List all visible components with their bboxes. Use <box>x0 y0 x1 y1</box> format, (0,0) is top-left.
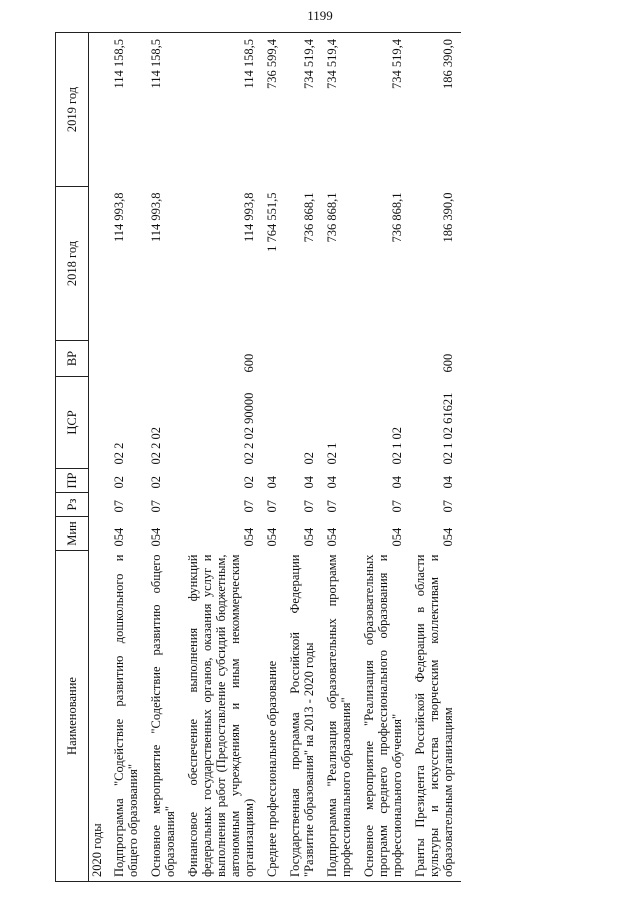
row-min: 054 <box>112 527 126 547</box>
budget-table <box>55 32 461 882</box>
continued-row <box>89 33 110 882</box>
row-csr: 02 1 02 <box>390 427 404 465</box>
row-rz: 07 <box>149 500 163 513</box>
row-min: 054 <box>441 527 455 547</box>
row-2019: 114 158,5 <box>109 33 146 187</box>
row-pr: 02 <box>149 476 163 489</box>
row-min: 054 <box>265 527 279 547</box>
table-row <box>183 33 262 882</box>
row-2019: 186 390,0 <box>410 33 461 187</box>
row-name: Основное мероприятие "Содействие развитию общего образования" <box>146 551 183 882</box>
row-rz: 07 <box>302 500 316 513</box>
row-rz: 07 <box>112 500 126 513</box>
row-pr: 02 <box>112 476 126 489</box>
row-rz: 07 <box>242 500 256 513</box>
header-name: Наименование <box>56 551 89 882</box>
row-2019: 734 519,4 <box>285 33 322 187</box>
row-pr: 04 <box>390 476 404 489</box>
row-min: 054 <box>325 527 339 547</box>
table-row <box>359 33 410 882</box>
row-pr: 02 <box>242 476 256 489</box>
row-2019: 734 519,4 <box>322 33 359 187</box>
header-csr: ЦСР <box>56 377 89 469</box>
row-2018: 114 993,8 <box>149 192 163 243</box>
row-2019: 734 519,4 <box>359 33 410 187</box>
row-name: Подпрограмма "Содействие развитию дошкольного и общего образования" <box>109 551 146 882</box>
continued-text: 2020 годы <box>89 551 110 882</box>
row-csr: 02 2 02 <box>149 427 163 465</box>
table-row <box>109 33 146 882</box>
row-pr: 04 <box>302 476 316 489</box>
table-header-row <box>56 33 89 882</box>
row-vr: 600 <box>441 353 455 373</box>
row-rz: 07 <box>265 500 279 513</box>
row-rz: 07 <box>390 500 404 513</box>
row-pr: 04 <box>441 476 455 489</box>
header-2018: 2018 год <box>56 187 89 341</box>
row-name: Финансовое обеспечение выполнения функций федеральных государственных органов, оказания услуг и выполнения работ (Предоставление субсидий бюджетным, автономным учреждениям и иным некоммерческим организациям) <box>183 551 262 882</box>
row-csr: 02 2 02 90000 <box>242 392 256 465</box>
row-rz: 07 <box>441 500 455 513</box>
row-2018: 186 390,0 <box>441 192 455 243</box>
row-2019: 736 599,4 <box>262 33 285 187</box>
header-vr: ВР <box>56 341 89 377</box>
row-2018: 736 868,1 <box>302 192 316 243</box>
header-min: Мин <box>56 517 89 551</box>
table-row <box>410 33 461 882</box>
row-min: 054 <box>149 527 163 547</box>
table-row <box>285 33 322 882</box>
row-2018: 114 993,8 <box>242 192 256 243</box>
row-pr: 04 <box>265 476 279 489</box>
row-csr: 02 1 <box>325 442 339 465</box>
rotated-table-container <box>55 32 595 882</box>
row-vr <box>109 341 146 377</box>
row-name: Государственная программа Российской Федерации "Развитие образования" на 2013 - 2020 годы <box>285 551 322 882</box>
row-csr: 02 1 02 61621 <box>441 392 455 465</box>
row-vr: 600 <box>242 353 256 373</box>
row-2018: 736 868,1 <box>390 192 404 243</box>
table-row <box>322 33 359 882</box>
header-pr: ПР <box>56 469 89 493</box>
row-2018: 114 993,8 <box>112 192 126 243</box>
row-vr <box>322 341 359 377</box>
row-2018: 1 764 551,5 <box>265 192 279 252</box>
row-name: Гранты Президента Российской Федерации в области культуры и искусства творческим коллективам и образовательным организациям <box>410 551 461 882</box>
row-min: 054 <box>242 527 256 547</box>
row-name: Основное мероприятие "Реализация образовательных программ среднего профессионального образования и профессионального обучения" <box>359 551 410 882</box>
header-2019: 2019 год <box>56 33 89 187</box>
row-name: Среднее профессиональное образование <box>262 551 285 882</box>
table-row <box>146 33 183 882</box>
row-vr <box>262 341 285 377</box>
table-row <box>262 33 285 882</box>
row-csr: 02 2 <box>112 442 126 465</box>
row-min: 054 <box>390 527 404 547</box>
row-2019: 114 158,5 <box>183 33 262 187</box>
row-rz: 07 <box>325 500 339 513</box>
row-vr <box>359 341 410 377</box>
header-rz: Рз <box>56 493 89 517</box>
row-vr <box>285 341 322 377</box>
row-vr <box>146 341 183 377</box>
page-number: 1199 <box>307 8 333 23</box>
row-name: Подпрограмма "Реализация образовательных программ профессионального образования" <box>322 551 359 882</box>
row-min: 054 <box>302 527 316 547</box>
row-2019: 114 158,5 <box>146 33 183 187</box>
row-2018: 736 868,1 <box>325 192 339 243</box>
row-pr: 04 <box>325 476 339 489</box>
row-csr <box>262 377 285 469</box>
row-csr: 02 <box>302 452 316 465</box>
